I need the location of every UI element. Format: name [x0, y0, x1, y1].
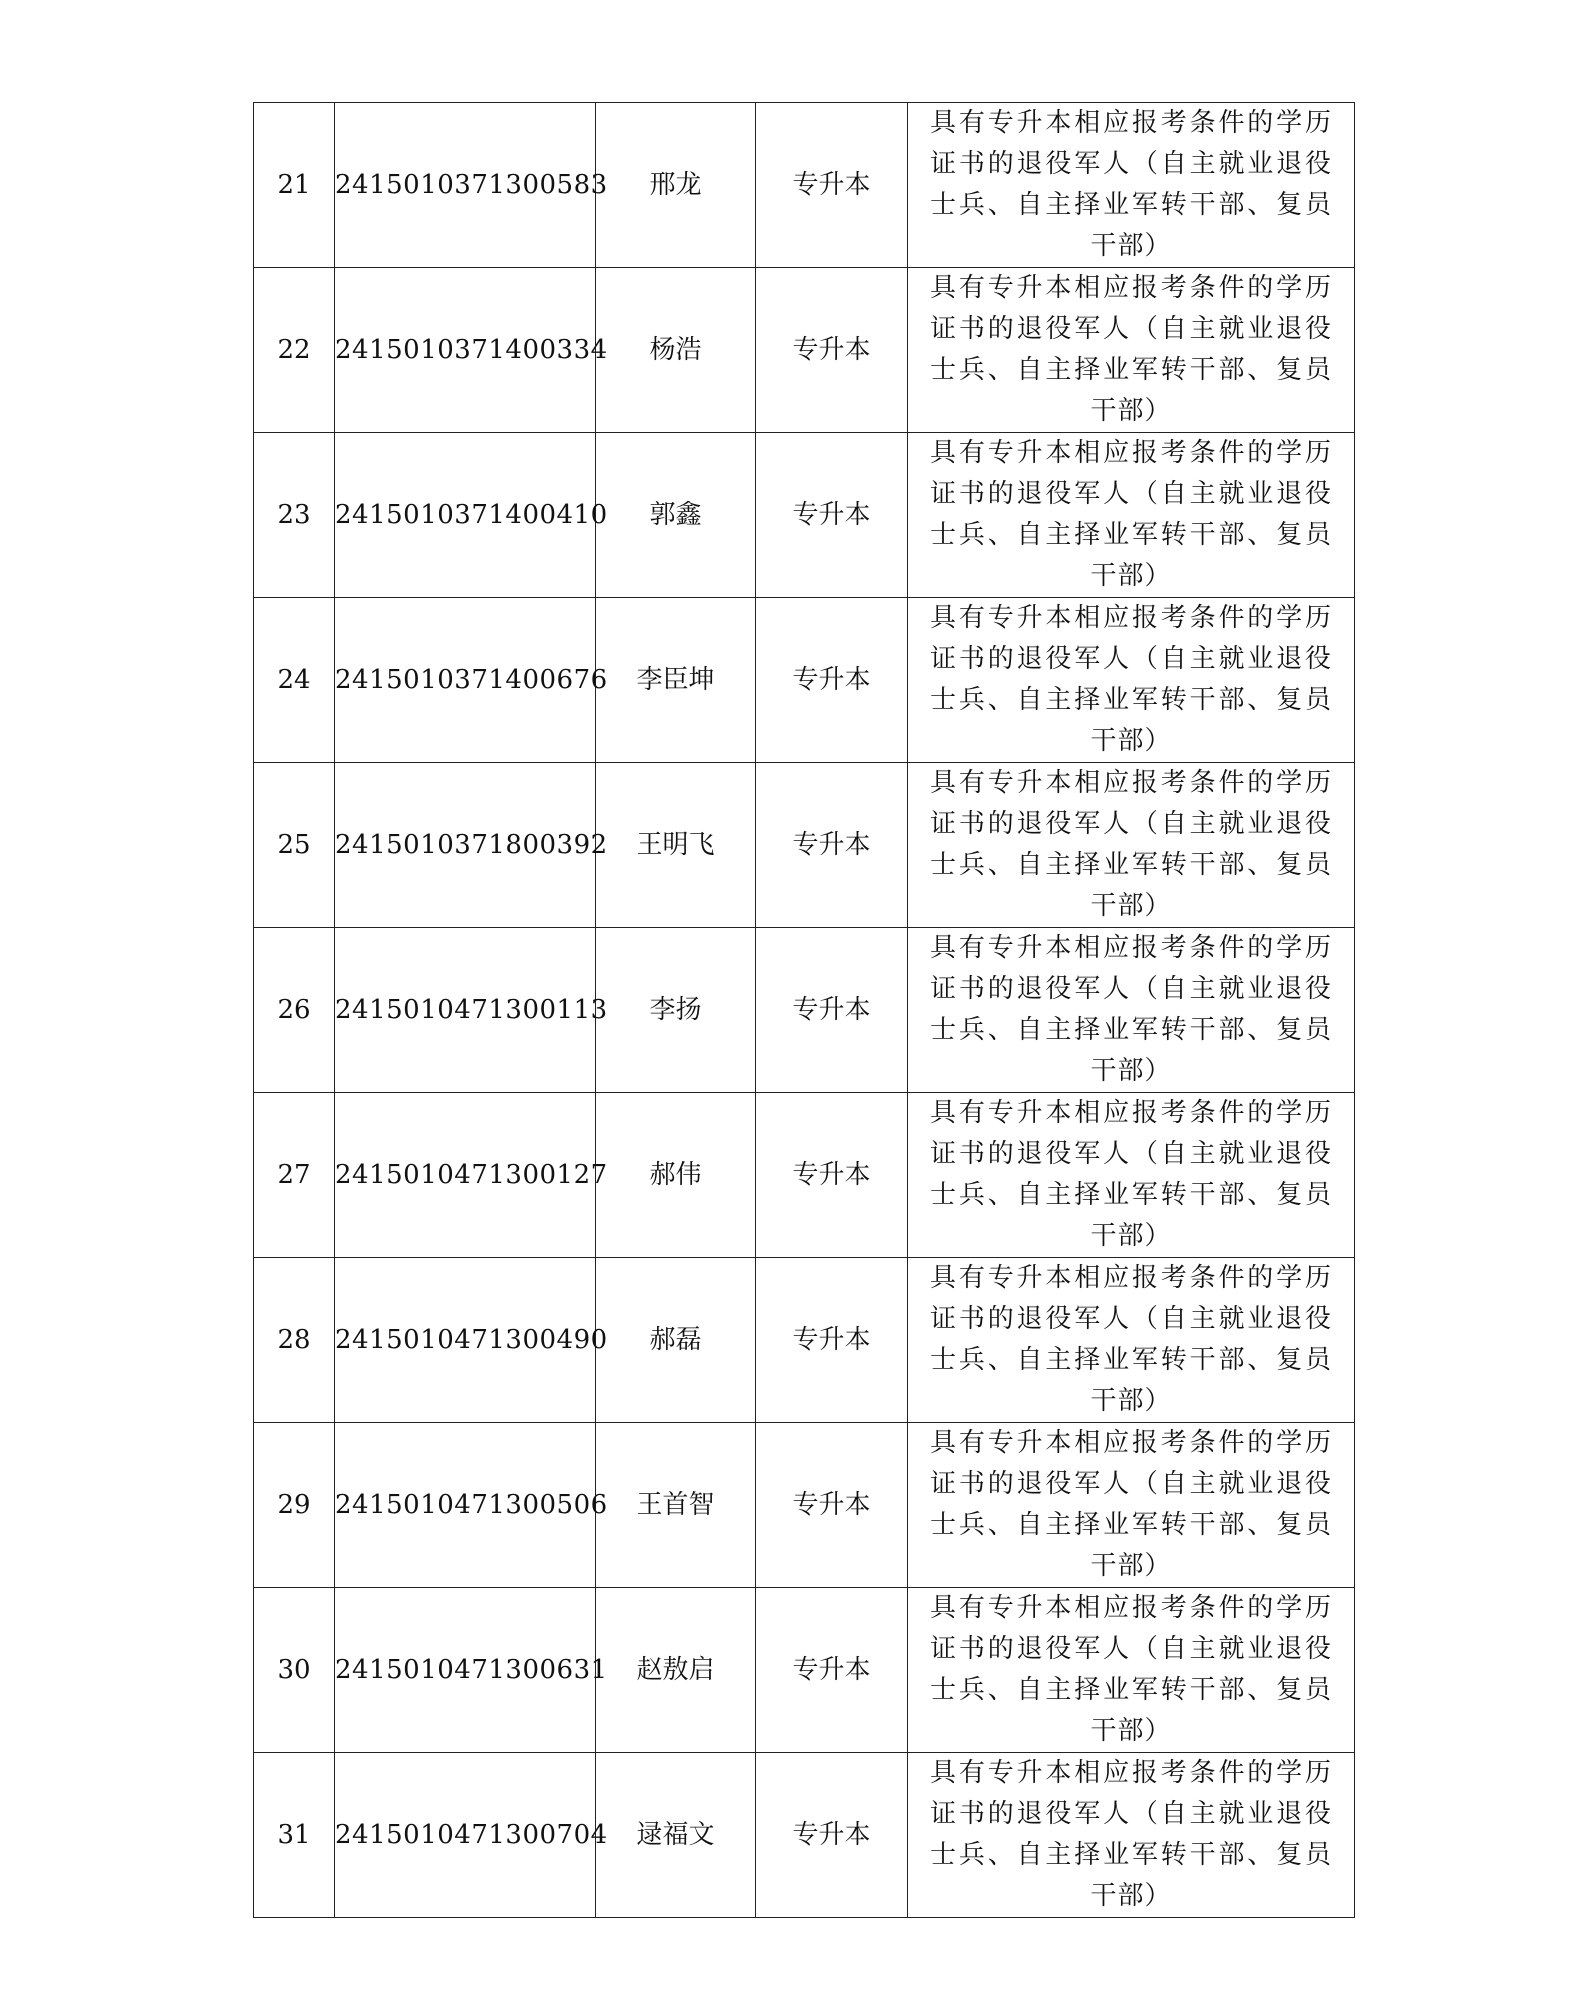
eligibility-description: 具有专升本相应报考条件的学历证书的退役军人（自主就业退役士兵、自主择业军转干部、复员干部） [908, 1093, 1355, 1258]
row-number: 26 [254, 928, 335, 1093]
exam-type: 专升本 [756, 1093, 908, 1258]
exam-type: 专升本 [756, 103, 908, 268]
candidate-name: 邢龙 [596, 103, 756, 268]
exam-type: 专升本 [756, 928, 908, 1093]
row-number: 30 [254, 1588, 335, 1753]
exam-type: 专升本 [756, 433, 908, 598]
table-row [254, 103, 1355, 268]
exam-id: 2415010471300113 [335, 928, 596, 1093]
candidate-name: 王首智 [596, 1423, 756, 1588]
candidate-table [253, 102, 1355, 1918]
table-row [254, 598, 1355, 763]
row-number: 28 [254, 1258, 335, 1423]
eligibility-description: 具有专升本相应报考条件的学历证书的退役军人（自主就业退役士兵、自主择业军转干部、复员干部） [908, 598, 1355, 763]
exam-type: 专升本 [756, 1258, 908, 1423]
table-row [254, 433, 1355, 598]
exam-type: 专升本 [756, 763, 908, 928]
table-row [254, 763, 1355, 928]
exam-type: 专升本 [756, 268, 908, 433]
exam-id: 2415010371400334 [335, 268, 596, 433]
candidate-name: 杨浩 [596, 268, 756, 433]
table-row [254, 268, 1355, 433]
table-row [254, 1753, 1355, 1918]
row-number: 31 [254, 1753, 335, 1918]
row-number: 27 [254, 1093, 335, 1258]
exam-id: 2415010471300506 [335, 1423, 596, 1588]
eligibility-description: 具有专升本相应报考条件的学历证书的退役军人（自主就业退役士兵、自主择业军转干部、复员干部） [908, 268, 1355, 433]
candidate-table-body [254, 103, 1355, 1918]
table-row [254, 928, 1355, 1093]
row-number: 23 [254, 433, 335, 598]
candidate-name: 赵敖启 [596, 1588, 756, 1753]
candidate-name: 郭鑫 [596, 433, 756, 598]
eligibility-description: 具有专升本相应报考条件的学历证书的退役军人（自主就业退役士兵、自主择业军转干部、复员干部） [908, 928, 1355, 1093]
exam-id: 2415010471300127 [335, 1093, 596, 1258]
table-row [254, 1093, 1355, 1258]
table-row [254, 1588, 1355, 1753]
candidate-name: 郝磊 [596, 1258, 756, 1423]
exam-id: 2415010371300583 [335, 103, 596, 268]
row-number: 21 [254, 103, 335, 268]
row-number: 29 [254, 1423, 335, 1588]
row-number: 22 [254, 268, 335, 433]
eligibility-description: 具有专升本相应报考条件的学历证书的退役军人（自主就业退役士兵、自主择业军转干部、复员干部） [908, 1753, 1355, 1918]
candidate-name: 王明飞 [596, 763, 756, 928]
row-number: 25 [254, 763, 335, 928]
candidate-name: 逯福文 [596, 1753, 756, 1918]
eligibility-description: 具有专升本相应报考条件的学历证书的退役军人（自主就业退役士兵、自主择业军转干部、复员干部） [908, 763, 1355, 928]
exam-type: 专升本 [756, 1588, 908, 1753]
exam-type: 专升本 [756, 598, 908, 763]
exam-id: 2415010471300490 [335, 1258, 596, 1423]
exam-id: 2415010371800392 [335, 763, 596, 928]
exam-type: 专升本 [756, 1753, 908, 1918]
eligibility-description: 具有专升本相应报考条件的学历证书的退役军人（自主就业退役士兵、自主择业军转干部、复员干部） [908, 1423, 1355, 1588]
eligibility-description: 具有专升本相应报考条件的学历证书的退役军人（自主就业退役士兵、自主择业军转干部、复员干部） [908, 1588, 1355, 1753]
table-row [254, 1258, 1355, 1423]
eligibility-description: 具有专升本相应报考条件的学历证书的退役军人（自主就业退役士兵、自主择业军转干部、复员干部） [908, 103, 1355, 268]
candidate-name: 李臣坤 [596, 598, 756, 763]
candidate-name: 郝伟 [596, 1093, 756, 1258]
table-row [254, 1423, 1355, 1588]
exam-id: 2415010371400676 [335, 598, 596, 763]
exam-id: 2415010471300704 [335, 1753, 596, 1918]
exam-id: 2415010471300631 [335, 1588, 596, 1753]
row-number: 24 [254, 598, 335, 763]
candidate-name: 李扬 [596, 928, 756, 1093]
eligibility-description: 具有专升本相应报考条件的学历证书的退役军人（自主就业退役士兵、自主择业军转干部、复员干部） [908, 433, 1355, 598]
eligibility-description: 具有专升本相应报考条件的学历证书的退役军人（自主就业退役士兵、自主择业军转干部、复员干部） [908, 1258, 1355, 1423]
exam-type: 专升本 [756, 1423, 908, 1588]
exam-id: 2415010371400410 [335, 433, 596, 598]
